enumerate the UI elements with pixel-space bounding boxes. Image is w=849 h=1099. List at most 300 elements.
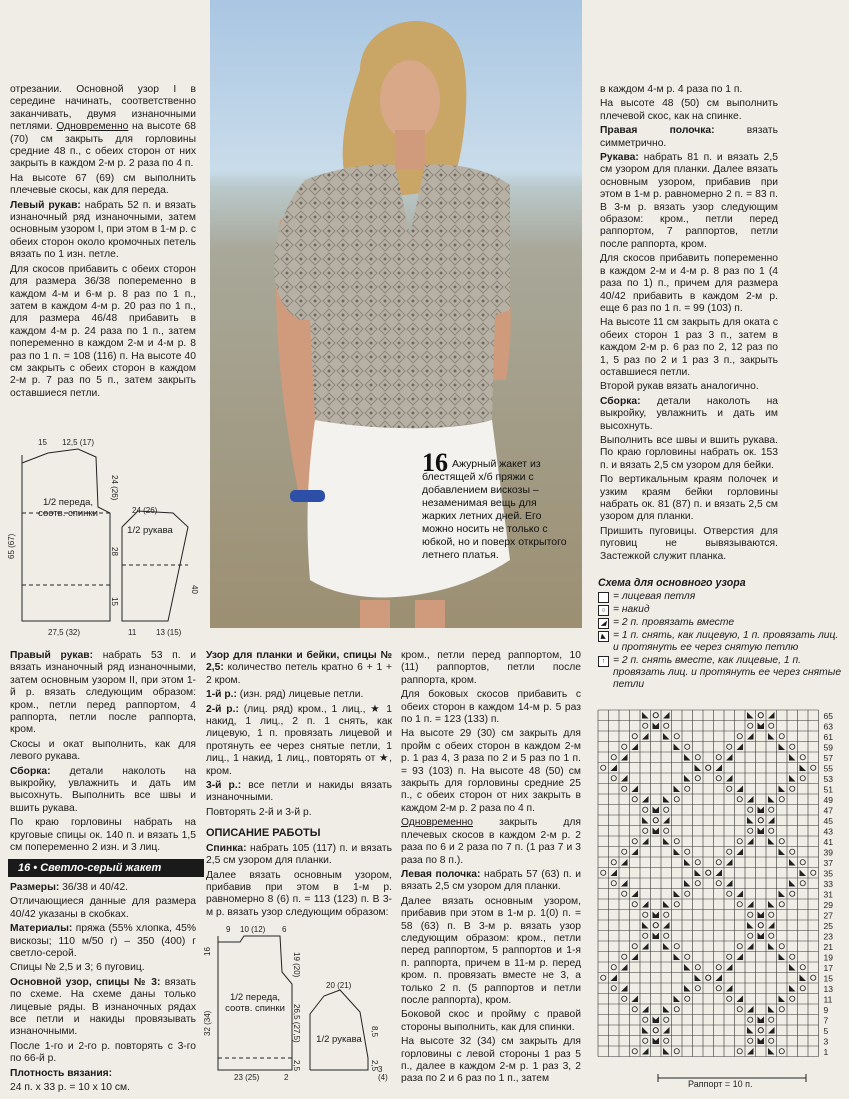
- ssk-icon: [663, 1048, 670, 1055]
- yarn-over-icon: [800, 755, 805, 760]
- yarn-over-icon: [695, 776, 700, 781]
- k2tog-icon: [726, 880, 733, 887]
- paragraph: Спицы № 2,5 и 3; 6 пуговиц.: [10, 962, 145, 974]
- yarn-over-icon: [779, 734, 784, 739]
- yarn-over-icon: [632, 1049, 637, 1054]
- row-number: 55: [823, 763, 833, 774]
- yarn-over-icon: [653, 1028, 658, 1033]
- yarn-over-icon: [716, 860, 721, 865]
- dim-label: 11: [128, 628, 137, 637]
- caption-text: Ажурный жакет из блестящей х/б пряжи с добавлением вискозы – незаменимая вещь для жарких летних дней. Его можно носить не только с юбкой, но и поверх открытого летнего платья.: [422, 458, 567, 561]
- dim-label: 12,5 (17): [62, 438, 95, 447]
- dim-label: 3: [378, 1065, 383, 1074]
- yarn-over-icon: [790, 891, 795, 896]
- ssk-icon: [789, 964, 796, 971]
- dim-label: 23 (25): [234, 1073, 260, 1082]
- yarn-over-icon: [706, 975, 711, 980]
- chart-symbols: [601, 712, 816, 1055]
- k2tog-icon: [747, 901, 754, 908]
- paragraph: Правый рукав: набрать 53 п. и вязать изнаночный ряд изнаночными, затем основным узором II, при этом 1-й р. вязать следующим образом: кром., петли перед раппортом, 4 раппорта, петли после раппорта, кром.: [10, 650, 196, 736]
- legend-text: = накид: [613, 604, 650, 615]
- yarn-over-icon: [758, 923, 763, 928]
- yarn-over-icon: [748, 723, 753, 728]
- section-banner: 16 • Светло-серый жакет: [8, 859, 204, 877]
- paragraph: Отличающиеся данные для размера 40/42 указаны в скобках.: [10, 896, 196, 920]
- paragraph: После 1-го и 2-го р. повторять с 3-го по 66-й р.: [10, 1040, 196, 1065]
- k2tog-icon: [747, 943, 754, 950]
- paragraph: Одновременно закрыть для плечевых скосов в каждом 2-м р. 2 раза по 6 и 2 раза по 7 п. (1 раз 7 и 3 раза по 8 п.).: [401, 817, 581, 866]
- yarn-over-icon: [611, 860, 616, 865]
- yarn-over-icon: [664, 1017, 669, 1022]
- row-number: 47: [823, 805, 833, 816]
- k2tog-icon: [726, 859, 733, 866]
- ssk-icon: [800, 765, 807, 772]
- yarn-over-icon: [800, 860, 805, 865]
- yarn-over-icon: [748, 1017, 753, 1022]
- dim-label: 24 (26): [110, 475, 119, 501]
- yarn-over-icon: [716, 881, 721, 886]
- paragraph: Повторять 2-й и 3-й р.: [206, 806, 312, 818]
- yarn-over-icon: ○: [598, 605, 609, 616]
- row-number: 39: [823, 847, 833, 858]
- pattern-diagram-2: [200, 922, 400, 1082]
- ssk-icon: [768, 1006, 775, 1013]
- yarn-over-icon: [800, 965, 805, 970]
- yarn-over-icon: [622, 954, 627, 959]
- yarn-over-icon: [758, 1028, 763, 1033]
- k2tog-icon: [663, 922, 670, 929]
- k2tog-icon: [632, 849, 639, 856]
- ssk-icon: [663, 1006, 670, 1013]
- yarn-over-icon: [653, 713, 658, 718]
- k2tog-icon: [747, 733, 754, 740]
- k2tog-icon: [768, 712, 775, 719]
- yarn-over-icon: [748, 807, 753, 812]
- yarn-over-icon: [727, 849, 732, 854]
- ssk-icon: [779, 891, 786, 898]
- k2tog-icon: [737, 849, 744, 856]
- row-number: 27: [823, 910, 833, 921]
- yarn-over-icon: [674, 734, 679, 739]
- k2tog-icon: [737, 954, 744, 961]
- paragraph: Для боковых скосов прибавить с обеих сторон в каждом 14-м р. 5 раз по 1 п. = 123 (133) п.: [401, 689, 581, 726]
- legend-item: [598, 630, 843, 654]
- ssk-icon: [800, 870, 807, 877]
- paragraph: Левый рукав: набрать 52 п. и вязать изнаночный ряд изнаночными, затем основным узором I, при этом в 1-м р. с обеих сторон около кромочных петель вязать по 1 изн. петле.: [10, 199, 196, 261]
- yarn-over-icon: [622, 744, 627, 749]
- yarn-over-icon: [716, 965, 721, 970]
- yarn-over-icon: [758, 818, 763, 823]
- piece-label-front: 1/2 переда, соотв. спинки: [225, 992, 285, 1014]
- paragraph: Выполнить все швы и вшить рукава. По краю горловины набрать ок. 153 п. и вязать 2,5 см узором для бейки.: [600, 434, 778, 471]
- k2tog-icon: [611, 870, 618, 877]
- dim-label: 10 (12): [240, 925, 266, 934]
- paragraph: Для скосов прибавить с обеих сторон для размера 36/38 попеременно в каждом 4-м и 6-м р. 8 раз по 1 п., затем в каждом 4-м р. 20 раз по 1 п., для размера 46/48 прибавить в каждом 4-м р. 24 раза по 1 п., затем попеременно в каждом 2-м и 4-м р. 8 раз по 1 п. = 108 (116) п. На высоте 40 см закрыть с обеих сторон в каждом 2-м р. 7 раз по 5 п., затем закрыть оставшиеся петли.: [10, 263, 196, 399]
- row-number: 21: [823, 942, 833, 952]
- yarn-over-icon: [790, 954, 795, 959]
- yarn-over-icon: [779, 839, 784, 844]
- yarn-over-icon: [779, 1049, 784, 1054]
- row-number: 61: [823, 732, 833, 742]
- paragraph: Левая полочка: набрать 57 (63) п. и вязать 2,5 см узором для планки.: [401, 868, 581, 893]
- row-number: 45: [823, 816, 833, 826]
- yarn-over-icon: [716, 755, 721, 760]
- pattern-diagram-1: [8, 435, 203, 640]
- yarn-over-icon: [769, 912, 774, 917]
- yarn-over-icon: [769, 1038, 774, 1043]
- k2tog-icon: [621, 964, 628, 971]
- ssk-icon: [695, 870, 702, 877]
- row-number: 43: [823, 826, 833, 837]
- yarn-over-icon: [779, 944, 784, 949]
- yarn-over-icon: [769, 1017, 774, 1022]
- yarn-over-icon: [601, 975, 606, 980]
- paragraph: кром., петли перед раппортом, 10 (11) раппортов, петли после раппорта, кром.: [401, 650, 581, 686]
- yarn-over-icon: [706, 765, 711, 770]
- row-number: 29: [823, 900, 833, 910]
- ssk-icon: [768, 796, 775, 803]
- ssk-icon: [642, 922, 649, 929]
- yarn-over-icon: [685, 954, 690, 959]
- dim-label: 16: [203, 947, 212, 956]
- yarn-over-icon: [664, 933, 669, 938]
- ssk-icon: [800, 975, 807, 982]
- yarn-over-icon: [611, 986, 616, 991]
- dim-label: 2: [284, 1073, 289, 1082]
- k2tog-icon: [611, 975, 618, 982]
- k2tog-icon: [768, 1027, 775, 1034]
- yarn-over-icon: [800, 881, 805, 886]
- ssk-icon: [642, 712, 649, 719]
- paragraph: На высоте 11 см закрыть для оката с обеих сторон 1 раз 3 п., затем в каждом 2-м р. 6 раз по 2, 12 раз по 1, 5 раз по 2 и 1 раз 3 п., закрыть оставшиеся петли.: [600, 317, 778, 378]
- yarn-over-icon: [664, 912, 669, 917]
- ssk-icon: [663, 943, 670, 950]
- ssk-icon: [789, 859, 796, 866]
- paragraph: Материалы: пряжа (55% хлопка, 45% вискозы; 110 м/50 г) – 350 (400) г светло-серой.: [10, 923, 196, 960]
- yarn-over-icon: [622, 891, 627, 896]
- k2tog-icon: [716, 765, 723, 772]
- k2tog-icon: [747, 796, 754, 803]
- row-number: 5: [823, 1026, 829, 1036]
- yarn-over-icon: [727, 744, 732, 749]
- yarn-over-icon: [811, 975, 816, 980]
- yarn-over-icon: [737, 902, 742, 907]
- ssk-icon: [663, 901, 670, 908]
- ssk-icon: ◣: [598, 631, 609, 642]
- paragraph: 1-й р.: (изн. ряд) лицевые петли.: [206, 689, 364, 701]
- yarn-over-icon: [811, 765, 816, 770]
- paragraph: На высоте 29 (30) см закрыть для пройм с обеих сторон в каждом 2-м р. 1 раз 4, 3 раза по 2 и 5 раз по 1 п. = 93 (103) п. На высоте 48 (50) см закрыть для горловины средние 25 п., с обеих сторон от них закрыть в каждом 2-м р. 2 раза по 4 п.: [401, 728, 581, 814]
- paragraph: На высоте 48 (50) см выполнить плечевой скос, как на спинке.: [600, 98, 778, 122]
- dim-label: 27,5 (32): [48, 628, 81, 637]
- dim-label: 15: [38, 438, 47, 447]
- k2tog-icon: [642, 733, 649, 740]
- k2tog-icon: [726, 775, 733, 782]
- yarn-over-icon: [643, 1017, 648, 1022]
- yarn-over-icon: [653, 818, 658, 823]
- yarn-over-icon: [653, 923, 658, 928]
- k2tog-icon: [632, 996, 639, 1003]
- yarn-over-icon: [716, 986, 721, 991]
- dim-label: 26,5 (27,5): [292, 1004, 301, 1043]
- col3-text: [401, 650, 581, 1088]
- paragraph: Спинка: набрать 105 (117) п. и вязать 2,5 см узором для планки.: [206, 842, 392, 867]
- k2tog-icon: [737, 786, 744, 793]
- row-number: 37: [823, 858, 833, 868]
- photo-caption: [422, 448, 572, 562]
- yarn-over-icon: [632, 944, 637, 949]
- yarn-over-icon: [727, 891, 732, 896]
- yarn-over-icon: [622, 849, 627, 854]
- yarn-over-icon: [748, 828, 753, 833]
- dim-label: 13 (15): [156, 628, 182, 637]
- yarn-over-icon: [695, 965, 700, 970]
- yarn-over-icon: [632, 797, 637, 802]
- paragraph: Для скосов прибавить попеременно в каждом 2-м и 4-м р. 8 раз по 1 (4 раза по 1) п., причем для размера 40/42 прибавить в каждом 2-м р. еще 6 раз по 1 п. = 99 (103) п.: [600, 253, 778, 314]
- k2tog-icon: [726, 985, 733, 992]
- yarn-over-icon: [737, 1007, 742, 1012]
- yarn-over-icon: [611, 776, 616, 781]
- yarn-over-icon: [769, 807, 774, 812]
- paragraph: По вертикальным краям полочек и узким краям бейки горловины набрать ок. 81 (87) п. и вязать 2,5 см узором для планки.: [600, 474, 778, 523]
- yarn-over-icon: [643, 828, 648, 833]
- ssk-icon: [768, 733, 775, 740]
- row-number: 49: [823, 795, 833, 805]
- row-number: 57: [823, 753, 833, 763]
- row-number: 35: [823, 868, 833, 879]
- piece-label-sleeve: 1/2 рукава: [316, 1034, 362, 1045]
- yarn-over-icon: [674, 797, 679, 802]
- k2tog-icon: [632, 786, 639, 793]
- row-number: 41: [823, 837, 833, 847]
- ssk-icon: [642, 817, 649, 824]
- yarn-over-icon: [769, 828, 774, 833]
- yarn-over-icon: [685, 996, 690, 1001]
- chart-legend: [598, 577, 843, 692]
- dim-label: 28: [110, 547, 119, 556]
- yarn-over-icon: [769, 723, 774, 728]
- paragraph: Плотность вязания:: [10, 1067, 113, 1079]
- legend-text: = лицевая петля: [613, 591, 696, 602]
- legend-item: [598, 655, 843, 691]
- yarn-over-icon: [737, 944, 742, 949]
- dim-label: 40: [190, 585, 199, 594]
- ssk-icon: [674, 996, 681, 1003]
- dim-label: 2,5: [370, 1060, 379, 1072]
- ssk-icon: [789, 754, 796, 761]
- piece-label-front: 1/2 переда, соотв. спинки: [38, 497, 98, 519]
- row-number: 25: [823, 921, 833, 931]
- k2tog-icon: [621, 754, 628, 761]
- row-number: 53: [823, 774, 833, 784]
- k2tog-icon: [726, 754, 733, 761]
- ssk-icon: [674, 786, 681, 793]
- row-number: 17: [823, 963, 833, 973]
- ssk-icon: [768, 1048, 775, 1055]
- yarn-over-icon: [695, 986, 700, 991]
- double-decrease-icon: ↑: [598, 656, 609, 667]
- section-heading: ОПИСАНИЕ РАБОТЫ: [206, 827, 321, 840]
- legend-text: = 2 п. снять вместе, как лицевые, 1 п. провязать лиц. и протянуть ее через снятые петли: [613, 655, 842, 690]
- knitting-chart: [596, 706, 846, 1096]
- k2tog-icon: [768, 817, 775, 824]
- paragraph: На высоте 32 (34) см закрыть для горловины с левой стороны 1 раз 5 п., далее в каждом 2-м р. 1 раз 3, 2 раза по 2 и 6 раз по 1 п., затем: [401, 1036, 581, 1085]
- dim-label: 9: [226, 925, 231, 934]
- yarn-over-icon: [674, 1049, 679, 1054]
- ssk-icon: [789, 985, 796, 992]
- col2-text: [206, 650, 392, 921]
- yarn-over-icon: [622, 996, 627, 1001]
- dim-label: 8,5: [370, 1026, 379, 1038]
- yarn-over-icon: [790, 996, 795, 1001]
- yarn-over-icon: [643, 933, 648, 938]
- yarn-over-icon: [800, 776, 805, 781]
- paragraph: Сборка: детали наколоть на выкройку, увлажнить и дать им высохнуть.: [600, 395, 778, 432]
- legend-title: Схема для основного узора: [598, 577, 746, 589]
- paragraph: Размеры: 36/38 и 40/42.: [10, 882, 129, 893]
- yarn-over-icon: [685, 744, 690, 749]
- k2tog-icon: [642, 838, 649, 845]
- yarn-over-icon: [748, 912, 753, 917]
- k2tog-icon: [621, 880, 628, 887]
- yarn-over-icon: [716, 776, 721, 781]
- dim-label: 19 (20): [292, 952, 301, 978]
- legend-text: = 2 п. провязать вместе: [613, 617, 735, 628]
- paragraph: отрезании. Основной узор I в середине начинать, соответственно заканчивать, двумя изнаночными петлями. Одновременно на высоте 68 (70) см закрыть для горловины средние 48 п., с обеих сторон от них закрыть в каждом 2-м р. 2 раза по 4 п.: [10, 84, 196, 170]
- caption-number: 16: [422, 448, 448, 477]
- yarn-over-icon: [727, 954, 732, 959]
- ssk-icon: [674, 744, 681, 751]
- ssk-icon: [663, 796, 670, 803]
- k2tog-icon: [663, 817, 670, 824]
- yarn-over-icon: [632, 839, 637, 844]
- paragraph: Второй рукав вязать аналогично.: [600, 381, 759, 393]
- yarn-over-icon: [800, 986, 805, 991]
- row-number: 33: [823, 879, 833, 889]
- k2tog-icon: [621, 775, 628, 782]
- yarn-over-icon: [601, 765, 606, 770]
- row-number: 31: [823, 889, 833, 900]
- row-number: 7: [823, 1015, 829, 1026]
- dim-label: 32 (34): [203, 1010, 212, 1036]
- k2tog-icon: [747, 1006, 754, 1013]
- col1b-text: [10, 650, 196, 857]
- dim-label: 2,5: [292, 1060, 301, 1072]
- row-number: 1: [823, 1047, 829, 1057]
- k2tog-icon: [642, 901, 649, 908]
- yarn-over-icon: [632, 734, 637, 739]
- yarn-over-icon: [790, 744, 795, 749]
- dim-label: (4): [378, 1073, 388, 1082]
- paragraph: На высоте 67 (69) см выполнить плечевые скосы, как для переда.: [10, 172, 196, 197]
- row-number: 51: [823, 784, 833, 795]
- yarn-over-icon: [790, 786, 795, 791]
- yarn-over-icon: [779, 902, 784, 907]
- paragraph: Рукава: набрать 81 п. и вязать 2,5 см узором для планки. Далее вязать основным узором, прибавив при этом в 1-м р. равномерно 2 п. = 83 п. В 3-м р. вязать узор следующим образом: кром., петли перед раппортом, 7 раппортов, петли после раппорта, кром.: [600, 152, 778, 250]
- yarn-over-icon: [674, 902, 679, 907]
- legend-item: [598, 604, 843, 616]
- paragraph: 24 п. х 33 р. = 10 х 10 см.: [10, 1082, 130, 1094]
- k2tog-icon: [737, 744, 744, 751]
- ssk-icon: [747, 1027, 754, 1034]
- yarn-over-icon: [758, 713, 763, 718]
- row-number: 63: [823, 721, 833, 732]
- ssk-icon: [768, 838, 775, 845]
- rapport-label: Раппорт = 10 п.: [688, 1079, 753, 1089]
- yarn-over-icon: [790, 849, 795, 854]
- k2tog-icon: [632, 954, 639, 961]
- ssk-icon: [779, 786, 786, 793]
- ssk-icon: [663, 838, 670, 845]
- yarn-over-icon: [737, 839, 742, 844]
- yarn-over-icon: [664, 807, 669, 812]
- ssk-icon: [779, 849, 786, 856]
- k2tog-icon: [632, 744, 639, 751]
- dim-label: 24 (26): [132, 506, 158, 515]
- yarn-over-icon: [611, 881, 616, 886]
- legend-text: = 1 п. снять, как лицевую, 1 п. провязать лиц. и протянуть ее через снятую петлю: [613, 630, 839, 653]
- yarn-over-icon: [779, 797, 784, 802]
- k2tog-icon: [621, 859, 628, 866]
- yarn-over-icon: [643, 723, 648, 728]
- k2tog-icon: [642, 1006, 649, 1013]
- row-number: 11: [823, 994, 833, 1005]
- dim-label: 15: [110, 597, 119, 606]
- ssk-icon: [747, 922, 754, 929]
- k2tog-icon: [611, 765, 618, 772]
- yarn-over-icon: [695, 755, 700, 760]
- piece-label-sleeve: 1/2 рукава: [127, 525, 173, 536]
- paragraph: Основной узор, спицы № 3: вязать по схеме. На схеме даны только лицевые ряды. В изнаночных рядах все петли и накиды провязывать изнаночными.: [10, 976, 196, 1038]
- legend-item: [598, 617, 843, 629]
- k2tog-icon: [716, 870, 723, 877]
- ssk-icon: [768, 901, 775, 908]
- ssk-icon: [747, 817, 754, 824]
- yarn-over-icon: [811, 870, 816, 875]
- yarn-over-icon: [748, 1038, 753, 1043]
- yarn-over-icon: [611, 755, 616, 760]
- k2tog-icon: [737, 891, 744, 898]
- yarn-over-icon: [611, 965, 616, 970]
- k2tog-icon: [621, 985, 628, 992]
- yarn-over-icon: [695, 860, 700, 865]
- k2tog-icon: [642, 1048, 649, 1055]
- ssk-icon: [789, 880, 796, 887]
- ssk-icon: [684, 964, 691, 971]
- row-number: 3: [823, 1036, 829, 1047]
- paragraph: Далее вязать основным узором, прибавив при этом в 1-м р. 1(0) п. = 58 (63) п. В 3-м р. вязать узор следующим образом: кром., петли перед раппортом, 5 раппортов и 1-я п. раппорта, причем в 11-м р. перед кром. п. провязать вместе не 3, а только 2 п. (5 раппортов и петли после раппорта), кром.: [401, 895, 581, 1006]
- ssk-icon: [684, 754, 691, 761]
- k2tog-icon: [632, 891, 639, 898]
- yarn-over-icon: [779, 1007, 784, 1012]
- yarn-over-icon: [632, 902, 637, 907]
- paragraph: По краю горловины набрать на круговые спицы ок. 140 п. и вязать 1,5 см попеременно 2 изн. и 3 лиц.: [10, 817, 196, 854]
- col1c-text: [10, 882, 196, 1097]
- k2tog-icon: [716, 975, 723, 982]
- ssk-icon: [684, 775, 691, 782]
- yarn-over-icon: [727, 996, 732, 1001]
- paragraph: Узор для планки и бейки, спицы № 2,5: количество петель кратно 6 + 1 + 2 кром.: [206, 650, 392, 686]
- yarn-over-icon: [727, 786, 732, 791]
- paragraph: Пришить пуговицы. Отверстия для пуговиц не вывязываются. Застежкой служит планка.: [600, 525, 778, 562]
- yarn-over-icon: [737, 797, 742, 802]
- ssk-icon: [789, 775, 796, 782]
- k2tog-icon: [747, 1048, 754, 1055]
- dim-label: 6: [282, 925, 287, 934]
- yarn-over-icon: [643, 1038, 648, 1043]
- k2tog-icon: [642, 943, 649, 950]
- k2tog-icon: [663, 1027, 670, 1034]
